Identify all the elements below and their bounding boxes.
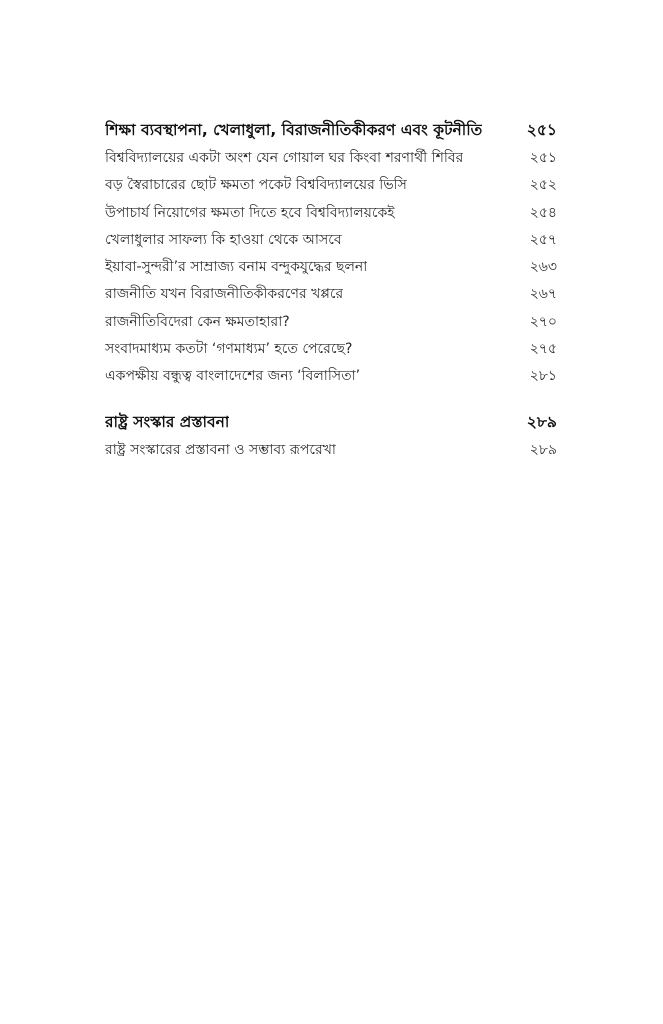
toc-entry bbox=[105, 309, 557, 336]
toc-entry bbox=[105, 227, 557, 254]
toc-entry bbox=[105, 363, 557, 390]
toc-entry-title: বড় স্বৈরাচারের ছোট ক্ষমতা পকেট বিশ্ববিদ্যালয়ের ভিসি bbox=[105, 177, 407, 194]
section-heading bbox=[105, 116, 557, 145]
toc-entry-page: ২৬৭ bbox=[529, 286, 557, 303]
toc-entry-page: ২৮৯ bbox=[529, 441, 557, 458]
toc-entry bbox=[105, 437, 557, 464]
section-heading-title: রাষ্ট্র সংস্কার প্রস্তাবনা bbox=[105, 412, 230, 431]
toc-entry-title: রাজনীতিবিদেরা কেন ক্ষমতাহারা? bbox=[105, 313, 290, 330]
table-of-contents bbox=[105, 116, 557, 464]
toc-entry-title: উপাচার্য নিয়োগের ক্ষমতা দিতে হবে বিশ্ববিদ্যালয়কেই bbox=[105, 204, 395, 221]
section-heading-page: ২৮৯ bbox=[526, 412, 557, 431]
toc-entry bbox=[105, 281, 557, 308]
toc-entry-page: ২৮১ bbox=[529, 368, 557, 385]
section-heading-page: ২৫১ bbox=[526, 121, 557, 139]
toc-entry-title: একপক্ষীয় বন্ধুত্ব বাংলাদেশের জন্য ‘বিলাসিতা’ bbox=[105, 368, 361, 385]
section-heading bbox=[105, 408, 557, 437]
toc-entry-title: রাষ্ট্র সংস্কারের প্রস্তাবনা ও সম্ভাব্য রূপরেখা bbox=[105, 441, 336, 458]
toc-entry-page: ২৫৭ bbox=[529, 231, 557, 248]
toc-entry-page: ২৫২ bbox=[529, 177, 557, 194]
toc-entry-title: খেলাধুলার সাফল্য কি হাওয়া থেকে আসবে bbox=[105, 231, 342, 248]
toc-entry-page: ২৭০ bbox=[529, 313, 557, 330]
toc-entry-page: ২৫৪ bbox=[529, 204, 557, 221]
toc-entry-title: রাজনীতি যখন বিরাজনীতিকীকরণের খপ্পরে bbox=[105, 286, 344, 303]
toc-section-state-reform bbox=[105, 408, 557, 464]
section-heading-title: শিক্ষা ব্যবস্থাপনা, খেলাধুলা, বিরাজনীতিকীকরণ এবং কূটনীতি bbox=[105, 121, 483, 139]
toc-entry bbox=[105, 336, 557, 363]
toc-entry bbox=[105, 200, 557, 227]
toc-entry-title: সংবাদমাধ্যম কতটা ‘গণমাধ্যম’ হতে পেরেছে? bbox=[105, 341, 353, 358]
toc-entry-title: বিশ্ববিদ্যালয়ের একটা অংশ যেন গোয়াল ঘর কিংবা শরণার্থী শিবির bbox=[105, 150, 464, 166]
toc-entry-page: ২৫১ bbox=[529, 150, 557, 166]
toc-entry-page: ২৭৫ bbox=[529, 341, 557, 358]
toc-entry bbox=[105, 254, 557, 281]
toc-entry-page: ২৬৩ bbox=[529, 259, 557, 276]
toc-entry bbox=[105, 172, 557, 199]
toc-entry bbox=[105, 145, 557, 172]
toc-entry-title: ইয়াবা-সুন্দরী’র সাম্রাজ্য বনাম বন্দুকযুদ্ধের ছলনা bbox=[105, 259, 368, 276]
toc-section-education-sports-diplomacy bbox=[105, 116, 557, 391]
